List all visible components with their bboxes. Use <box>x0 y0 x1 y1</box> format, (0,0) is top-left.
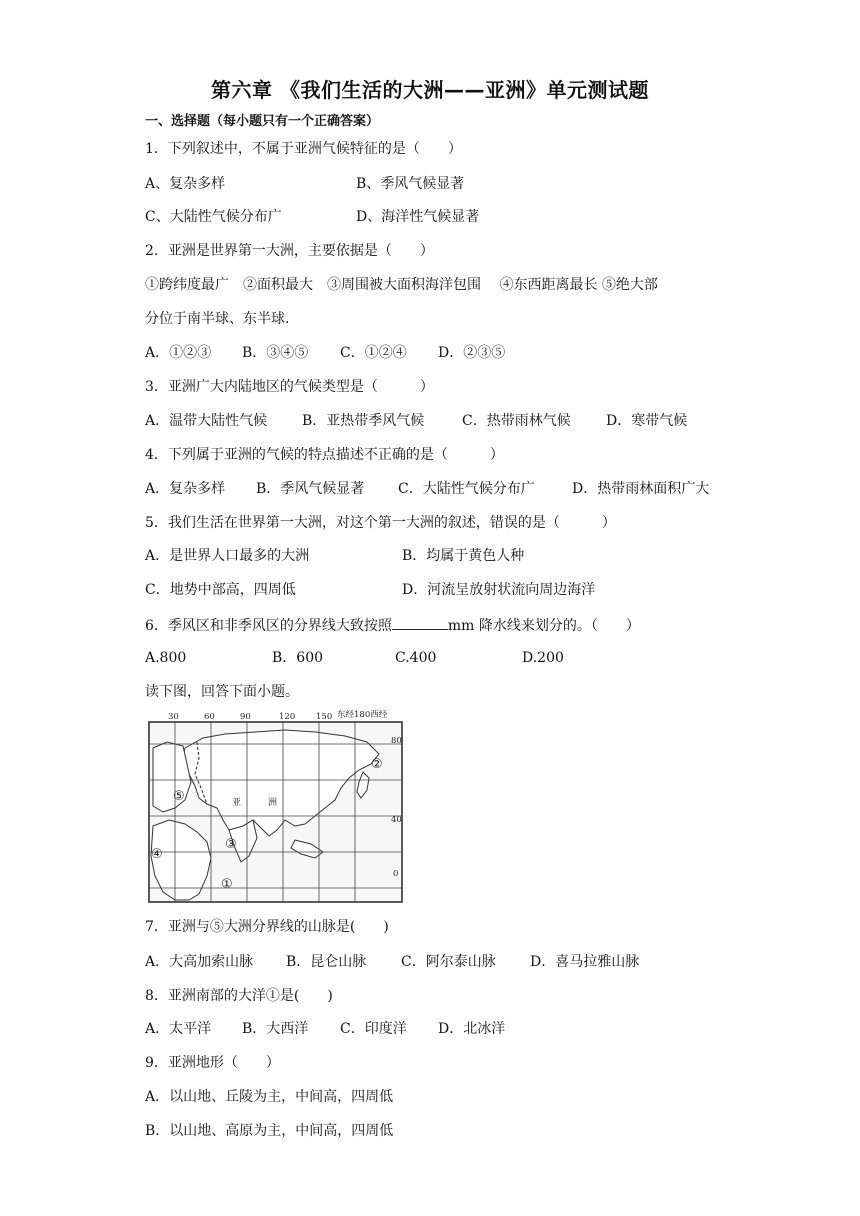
question-1-stem: 1．下列叙述中，不属于亚洲气候特征的是（ ） <box>145 141 462 157</box>
q9-option-b[interactable]: B．以山地、高原为主，中间高，四周低 <box>145 1123 394 1139</box>
q7-option-c[interactable]: C．阿尔泰山脉 <box>401 954 496 970</box>
q1-option-a[interactable]: A、复杂多样 <box>145 176 226 192</box>
lat-tick-80: 80 <box>391 736 402 746</box>
q6-option-b[interactable]: B．600 <box>272 650 324 666</box>
question-2-stem-line2: ①跨纬度最广 ②面积最大 ③周围被大面积海洋包围 ④东西距离最长 ⑤绝大部 <box>145 277 658 293</box>
q2-option-a[interactable]: A．①②③ <box>145 345 212 361</box>
lat-tick-40: 40 <box>391 815 402 825</box>
lon-corner-label: 东经180西经 <box>337 710 388 720</box>
asia-map-figure <box>145 708 410 905</box>
q2-option-c[interactable]: C．①②④ <box>340 345 407 361</box>
q4-option-c[interactable]: C．大陆性气候分布广 <box>398 481 535 497</box>
q7-option-a[interactable]: A．大高加索山脉 <box>145 954 254 970</box>
question-4-stem: 4．下列属于亚洲的气候的特点描述不正确的是（ ） <box>145 447 504 463</box>
q8-option-a[interactable]: A．太平洋 <box>145 1021 212 1037</box>
q1-option-b[interactable]: B、季风气候显著 <box>356 176 465 192</box>
question-6-stem <box>145 615 640 635</box>
q5-option-c[interactable]: C．地势中部高，四周低 <box>145 582 296 598</box>
q7-option-b[interactable]: B．昆仑山脉 <box>286 954 367 970</box>
q5-option-d[interactable]: D．河流呈放射状流向周边海洋 <box>402 582 596 598</box>
answer-blank[interactable] <box>392 615 448 630</box>
page-title: 第六章 《我们生活的大洲——亚洲》单元测试题 <box>211 78 649 102</box>
marker-3: ③ <box>225 837 237 852</box>
marker-2: ② <box>371 757 383 772</box>
q1-option-c[interactable]: C、大陆性气候分布广 <box>145 209 282 225</box>
lon-tick-60: 60 <box>204 712 215 722</box>
q3-option-c[interactable]: C．热带雨林气候 <box>462 413 571 429</box>
lon-tick-30: 30 <box>168 712 179 722</box>
lon-tick-90: 90 <box>240 712 251 722</box>
q3-option-d[interactable]: D．寒带气候 <box>606 413 688 429</box>
question-5-stem: 5．我们生活在世界第一大洲，对这个第一大洲的叙述，错误的是（ ） <box>145 515 616 531</box>
lon-tick-150: 150 <box>316 712 333 722</box>
question-8-stem: 8．亚洲南部的大洋①是( ) <box>145 988 333 1004</box>
q8-option-d[interactable]: D．北冰洋 <box>438 1021 506 1037</box>
question-6-stem-part2: mm 降水线来划分的。（ ） <box>447 618 640 634</box>
q2-option-d[interactable]: D．②③⑤ <box>438 345 506 361</box>
lon-tick-120: 120 <box>279 712 296 722</box>
marker-1: ① <box>221 877 233 892</box>
q8-option-b[interactable]: B．大西洋 <box>242 1021 309 1037</box>
question-6-stem-part1: 6．季风区和非季风区的分界线大致按照 <box>145 618 392 634</box>
marker-4: ④ <box>151 847 163 862</box>
q7-option-d[interactable]: D．喜马拉雅山脉 <box>530 954 640 970</box>
q5-option-a[interactable]: A．是世界人口最多的大洲 <box>145 548 310 564</box>
q6-option-d[interactable]: D.200 <box>522 650 564 666</box>
question-7-stem: 7．亚洲与⑤大洲分界线的山脉是( ) <box>145 919 389 935</box>
land-label-asia-2: 洲 <box>268 798 278 808</box>
question-2-stem: 2．亚洲是世界第一大洲，主要依据是（ ） <box>145 243 434 259</box>
question-9-stem: 9．亚洲地形（ ） <box>145 1055 280 1071</box>
q5-option-b[interactable]: B．均属于黄色人种 <box>402 548 525 564</box>
lat-tick-0: 0 <box>393 869 399 879</box>
question-3-stem: 3．亚洲广大内陆地区的气候类型是（ ） <box>145 379 434 395</box>
q8-option-c[interactable]: C．印度洋 <box>340 1021 407 1037</box>
q3-option-a[interactable]: A．温带大陆性气候 <box>145 413 268 429</box>
question-2-stem-line3: 分位于南半球、东半球． <box>145 311 299 327</box>
q3-option-b[interactable]: B．亚热带季风气候 <box>302 413 425 429</box>
q4-option-a[interactable]: A．复杂多样 <box>145 481 226 497</box>
land-label-asia-1: 亚 <box>232 798 242 808</box>
q4-option-b[interactable]: B．季风气候显著 <box>256 481 365 497</box>
q6-option-a[interactable]: A.800 <box>145 650 187 666</box>
q4-option-d[interactable]: D．热带雨林面积广大 <box>572 481 710 497</box>
marker-5: ⑤ <box>173 789 185 804</box>
asia-map <box>145 708 410 905</box>
section-heading: 一、选择题（每小题只有一个正确答案） <box>145 114 380 129</box>
map-instruction: 读下图，回答下面小题。 <box>145 684 299 700</box>
q6-option-c[interactable]: C.400 <box>395 650 437 666</box>
q2-option-b[interactable]: B．③④⑤ <box>242 345 309 361</box>
q9-option-a[interactable]: A．以山地、丘陵为主，中间高，四周低 <box>145 1089 394 1105</box>
q1-option-d[interactable]: D、海洋性气候显著 <box>356 209 480 225</box>
